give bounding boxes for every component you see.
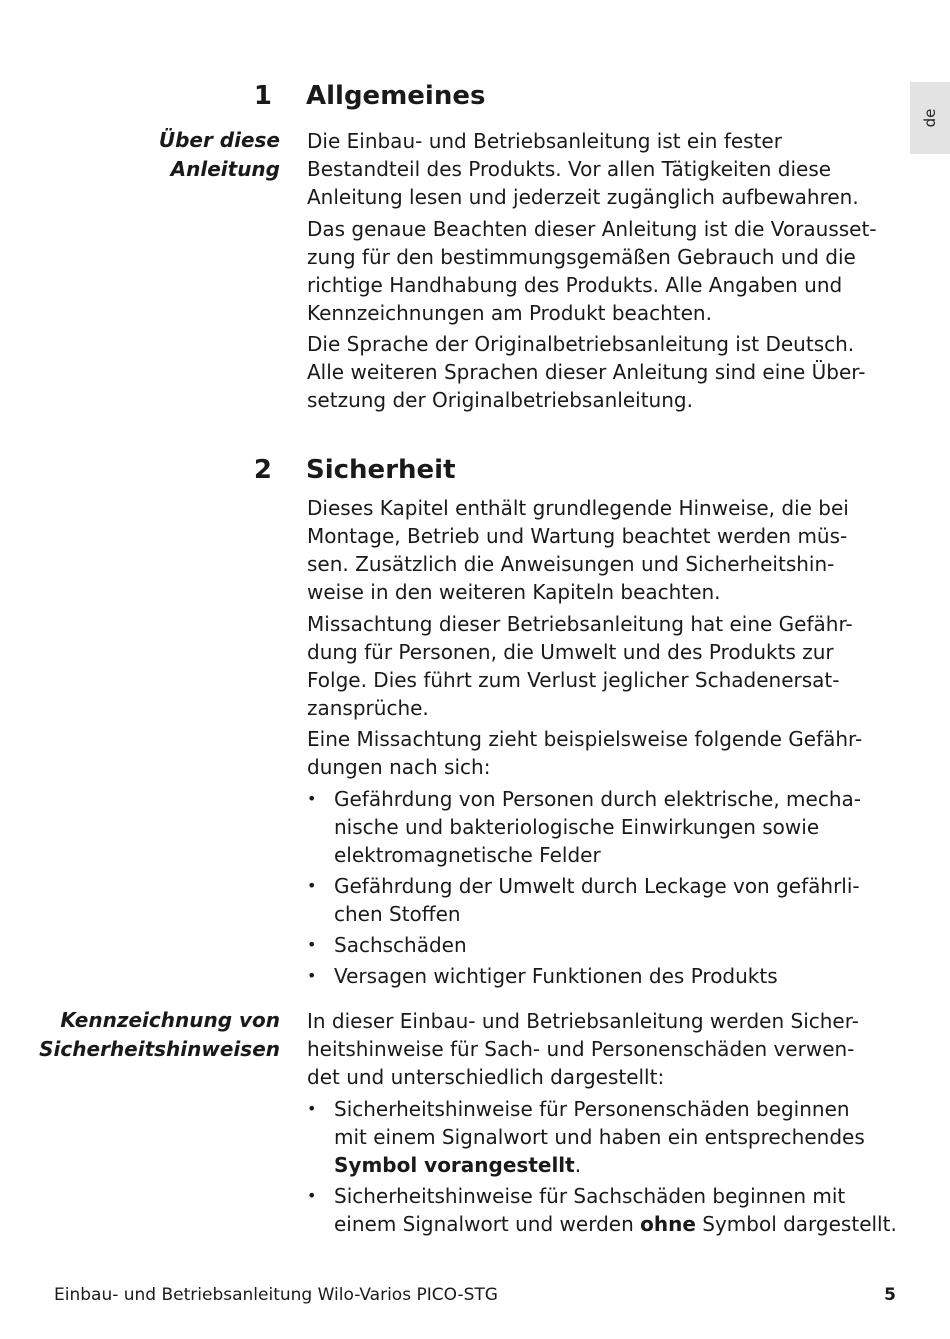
section-1-number: 1 bbox=[253, 81, 272, 111]
section-2-number: 2 bbox=[253, 455, 272, 485]
text-line: chen Stoffen bbox=[334, 902, 461, 926]
text-line: Die Einbau- und Betriebsanleitung ist ein fester bbox=[307, 129, 782, 153]
text-line: zung für den bestimmungsgemäßen Gebrauch und die bbox=[307, 245, 856, 269]
text-line: weise in den weiteren Kapiteln beachten. bbox=[307, 580, 721, 604]
list-item bbox=[307, 1095, 907, 1179]
list-item bbox=[307, 785, 907, 869]
text-line: Eine Missachtung zieht beispielsweise folgende Gefähr- bbox=[307, 727, 863, 751]
text-line: In dieser Einbau- und Betriebsanleitung werden Sicher- bbox=[307, 1009, 859, 1033]
side-heading-line: Anleitung bbox=[170, 157, 280, 181]
text-line: Anleitung lesen und jederzeit zugänglich aufbewahren. bbox=[307, 185, 859, 209]
text-line: • Versagen wichtiger Funktionen des Produkts bbox=[334, 964, 778, 988]
text-line: Bestandteil des Produkts. Vor allen Tätigkeiten diese bbox=[307, 157, 832, 181]
text-line bbox=[334, 1151, 907, 1179]
hazard-list bbox=[307, 785, 907, 990]
text-line: • Sicherheitshinweise für Sachschäden beginnen mit bbox=[334, 1184, 846, 1208]
list-item bbox=[307, 931, 907, 959]
text-line: Das genaue Beachten dieser Anleitung ist die Vorausset- bbox=[307, 217, 877, 241]
text-line: • Gefährdung von Personen durch elektrische, mecha- bbox=[334, 787, 861, 811]
list-item bbox=[307, 872, 907, 928]
section-2-paragraph-3 bbox=[307, 725, 902, 781]
text-line: det und unterschiedlich dargestellt: bbox=[307, 1065, 665, 1089]
page-footer bbox=[54, 1283, 896, 1307]
language-tab bbox=[910, 82, 950, 154]
text-line: nische und bakteriologische Einwirkungen sowie bbox=[334, 815, 820, 839]
section-2-paragraph-2 bbox=[307, 610, 902, 722]
text-line: elektromagnetische Felder bbox=[334, 843, 601, 867]
text-line: Missachtung dieser Betriebsanleitung hat eine Gefähr- bbox=[307, 612, 853, 636]
section-2-title: Sicherheit bbox=[306, 455, 456, 485]
text-line: setzung der Originalbetriebsanleitung. bbox=[307, 388, 693, 412]
punctuation: . bbox=[574, 1153, 582, 1177]
text-line: sen. Zusätzlich die Anweisungen und Sicherheitshin- bbox=[307, 552, 835, 576]
text-line: • Gefährdung der Umwelt durch Leckage von gefährli- bbox=[334, 874, 860, 898]
text-line: zansprüche. bbox=[307, 696, 429, 720]
side-heading-about bbox=[30, 126, 280, 184]
list-item bbox=[307, 1182, 907, 1238]
section-3-paragraph bbox=[307, 1007, 902, 1091]
list-item bbox=[307, 962, 907, 990]
text-line: Die Sprache der Originalbetriebsanleitung ist Deutsch. bbox=[307, 332, 855, 356]
text-line: dungen nach sich: bbox=[307, 755, 491, 779]
text-fragment: Symbol dargestellt. bbox=[695, 1212, 897, 1236]
text-line: • Sicherheitshinweise für Personenschäden beginnen bbox=[334, 1097, 850, 1121]
text-line: Montage, Betrieb und Wartung beachtet werden müs- bbox=[307, 524, 848, 548]
text-line: richtige Handhabung des Produkts. Alle Angaben und bbox=[307, 273, 843, 297]
text-line: Kennzeichnungen am Produkt beachten. bbox=[307, 301, 712, 325]
side-heading-safety-marking bbox=[30, 1006, 280, 1064]
section-2-paragraph-1 bbox=[307, 494, 902, 606]
text-line: Folge. Dies führt zum Verlust jeglicher Schadenersat- bbox=[307, 668, 840, 692]
section-1-heading bbox=[0, 78, 900, 114]
section-1-paragraph-2 bbox=[307, 215, 902, 327]
language-tab-label: de bbox=[921, 108, 939, 128]
footer-title: Einbau- und Betriebsanleitung Wilo-Varios PICO-STG bbox=[54, 1285, 498, 1305]
text-line: dung für Personen, die Umwelt und des Produkts zur bbox=[307, 640, 834, 664]
side-heading-line: Kennzeichnung von bbox=[60, 1008, 280, 1032]
side-heading-line: Sicherheitshinweisen bbox=[39, 1037, 280, 1061]
section-2-heading bbox=[0, 452, 900, 488]
bold-text: Symbol vorangestellt bbox=[334, 1153, 575, 1177]
section-1-title: Allgemeines bbox=[306, 81, 486, 111]
text-fragment: einem Signalwort und werden bbox=[334, 1212, 641, 1236]
text-line: heitshinweise für Sach- und Personenschäden verwen- bbox=[307, 1037, 855, 1061]
text-line: Alle weiteren Sprachen dieser Anleitung sind eine Über- bbox=[307, 360, 866, 384]
bold-text: ohne bbox=[640, 1212, 696, 1236]
text-line: • Sachschäden bbox=[334, 933, 467, 957]
text-line bbox=[334, 1210, 907, 1238]
text-line: mit einem Signalwort und haben ein entsprechendes bbox=[334, 1125, 865, 1149]
text-line: Dieses Kapitel enthält grundlegende Hinweise, die bei bbox=[307, 496, 849, 520]
section-1-paragraph-3 bbox=[307, 330, 902, 414]
side-heading-line: Über diese bbox=[158, 128, 280, 152]
page-number: 5 bbox=[884, 1285, 896, 1305]
safety-notice-list bbox=[307, 1095, 907, 1238]
section-1-paragraph-1 bbox=[307, 127, 902, 211]
